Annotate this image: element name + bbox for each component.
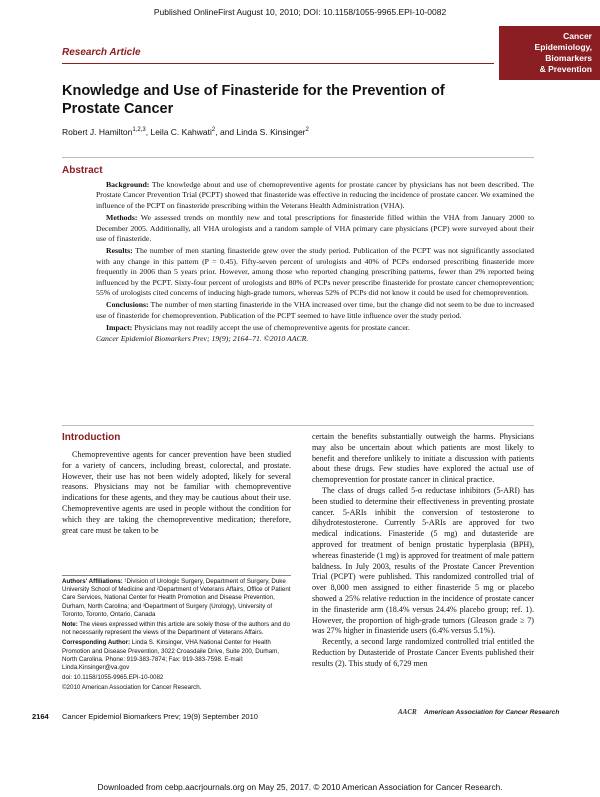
note (62, 621, 291, 637)
divider (62, 157, 534, 158)
aacr-logo-icon: AACR (398, 708, 417, 716)
journal-badge-line: Biomarkers (545, 53, 592, 63)
abstract-background (96, 180, 534, 211)
affiliation-marker: 2 (211, 127, 216, 134)
text: The number of men starting finasteride grew over the study period. Publication of the PCPT was not significantly associated with any change in this pattern (P = 0.45). Fifty-seven percent of urologists and 40% of PCPs endorsed prescribing finasteride more frequently in 2006 than 5 years prior. However, among those who reported changing prescribing patterns, fewer than 2% reported being influenced by the PCPT. Sixty-four percent of urologists and 80% of PCPs never prescribe finasteride for prostate cancer chemoprevention; 55% of urologists cited concerns of inducing high-grade tumors, whereas 52% of PCPs did not know it could be used for chemoprevention. (96, 246, 534, 298)
abstract-conclusions (96, 300, 534, 321)
paragraph: The class of drugs called 5-α reductase inhibitors (5-ARI) has been studied to determine their effectiveness in preventing prostate cancer. 5-ARIs inhibit the conversion of testosterone to dihydrotestosterone. Currently 5-ARIs are approved for two medical indications. Finasteride (5 mg) and dutasteride are approved for treatment of benign prostatic hyperplasia (BPH), whereas finasteride (1 mg) is approved for treatment of male pattern baldness. In July 2003, results of the Prostate Cancer Prevention Trial (PCPT) were published. This randomized controlled trial of over 8,000 men assigned to either finasteride 5 mg or placebo showed a 25% relative reduction in the incidence of prostate cancer in the finasteride arm (18.4% versus 24.4% placebo group; ref. 1). However, the proportion of high-grade tumors (Gleason grade ≥ 7) was 27% higher in finasteride users (6.4% versus 5.1%). (312, 485, 534, 636)
text: The knowledge about and use of chemopreventive agents for prostate cancer by physicians has not been described. The Prostate Cancer Prevention Trial (PCPT) showed that finasteride was effective in reducing the incidence of prostate cancer. We examined the influence of the PCPT on finasteride prescribing within the Veterans Health Administration (VHA). (96, 180, 534, 210)
label: Conclusions: (106, 300, 149, 310)
label: Note: (62, 621, 78, 629)
aacr-logo-text: American Association for Cancer Research (424, 709, 560, 716)
text: Physicians may not readily accept the use of chemopreventive agents for prostate cancer. (132, 323, 410, 333)
footnote-divider (62, 575, 291, 576)
text: ¹Division of Urologic Surgery, Department of Surgery, Duke University School of Medicine and ²Department of Veterans Affairs, Office of Patient Care Services, National Center for Health Promotion and Disease Prevention, Durham, North Carolina; and ³Department of Surgery (Urology), University of Toronto, Toronto, Ontario, Canada (62, 578, 291, 618)
publication-info: Published OnlineFirst August 10, 2010; DOI: 10.1158/1055-9965.EPI-10-0082 (153, 7, 447, 17)
copyright: ©2010 American Association for Cancer Research. (62, 684, 202, 692)
author-list (62, 127, 309, 137)
abstract-results (96, 246, 534, 298)
label: Corresponding Author: (62, 639, 131, 647)
section-tag: Research Article (62, 47, 141, 58)
doi: doi: 10.1158/1055-9965.EPI-10-0082 (62, 674, 164, 682)
page-number: 2164 (32, 712, 49, 721)
journal-badge-line: & Prevention (539, 64, 592, 74)
divider (62, 425, 534, 426)
paragraph: Recently, a second large randomized controlled trial entitled the Reduction by Dutasteride of Prostate Cancer Events published their results (2). This study of 6,729 men (312, 637, 534, 668)
author-name: Robert J. Hamilton (62, 127, 133, 137)
abstract-body (96, 180, 534, 346)
label: Results: (106, 246, 133, 256)
corresponding-author (62, 639, 291, 672)
right-column (312, 432, 534, 670)
text: Linda S. Kinsinger, VHA National Center for Health Promotion and Disease Prevention, 3022 Croasdaile Drive, Suite 200, Durham, North Carolina. Phone: 919-383-7874; Fax: 919-383-7598. E-mail: Linda.Kinsinger@va.gov (62, 639, 280, 672)
abstract-heading: Abstract (62, 165, 103, 176)
affiliation-marker: 2 (305, 127, 309, 134)
paragraph: Chemopreventive agents for cancer prevention have been studied for a variety of cancers, including breast, colorectal, and prostate. However, their use has not been widely adopted, likely for several reasons. Physicians may not be familiar with chemopreventive indications for these agents, and they may be cautious about their use. Chemopreventive agents are used in people without the condition for which they are taking the chemopreventive medication; therefore, great care must be taken to be (62, 450, 291, 535)
label: Impact: (106, 323, 133, 333)
text: The views expressed within this article are solely those of the authors and do not necessarily represent the views of the Department of Veterans Affairs. (62, 621, 290, 637)
journal-badge-line: Epidemiology, (534, 42, 592, 52)
abstract-methods (96, 213, 534, 244)
paragraph: certain the benefits substantially outweigh the harms. Physicians may also be uncertain about which patients are most likely to benefit and therefore unlikely to initiate a discussion with patients about these drugs. Few studies have explored the actual use of chemoprevention for prostate cancer in clinical practice. (312, 432, 534, 485)
citation: Cancer Epidemiol Biomarkers Prev; 19(9); 2164–71. ©2010 AACR. (96, 333, 309, 343)
author-name: , and Linda S. Kinsinger (215, 127, 306, 137)
aacr-logo (398, 706, 560, 720)
introduction-heading: Introduction (62, 432, 121, 443)
journal-badge (499, 26, 600, 80)
download-notice: Downloaded from cebp.aacrjournals.org on May 25, 2017. © 2010 American Association for Cancer Research. (97, 782, 503, 792)
journal-citation: Cancer Epidemiol Biomarkers Prev; 19(9) September 2010 (62, 712, 258, 721)
author-name: , Leila C. Kahwati (145, 127, 212, 137)
header-divider (62, 63, 494, 64)
affiliation-marker: 1,2,3 (132, 127, 146, 134)
footnotes (62, 578, 291, 695)
left-column (62, 450, 291, 536)
affiliations (62, 578, 291, 619)
article-title: Knowledge and Use of Finasteride for the Prevention of Prostate Cancer (62, 83, 445, 117)
text: The number of men starting finasteride in the VHA increased over time, but the change did not seem to be due to increased use of finasteride for chemoprevention. Publication of the PCPT seemed to have little influence over the study period. (96, 300, 534, 320)
text: We assessed trends on monthly new and total prescriptions for finasteride filled within the VHA from January 2000 to December 2005. Additionally, all VHA urologists and a random sample of VHA primary care physicians (PCP) were surveyed about their use of finasteride. (96, 213, 534, 244)
label: Background: (106, 180, 150, 189)
label: Methods: (106, 213, 138, 223)
abstract-impact (96, 323, 534, 344)
label: Authors' Affiliations: (62, 578, 123, 585)
journal-badge-line: Cancer (563, 31, 592, 41)
